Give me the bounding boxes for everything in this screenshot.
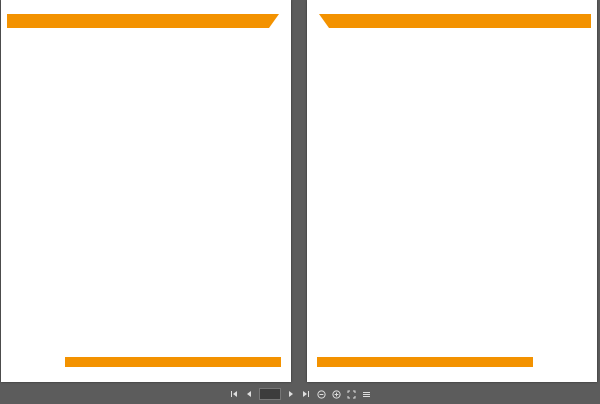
fullscreen-button[interactable] <box>346 388 356 400</box>
menu-icon <box>362 390 371 399</box>
document-page-right <box>307 0 597 382</box>
more-options-button[interactable] <box>361 388 371 400</box>
next-page-icon <box>287 390 295 398</box>
first-page-icon <box>230 390 238 398</box>
viewer-toolbar <box>0 384 600 404</box>
page-number-input[interactable] <box>264 391 274 398</box>
zoom-out-icon <box>317 390 326 399</box>
page-footer <box>315 354 589 374</box>
previous-page-icon <box>245 390 253 398</box>
footer-bar <box>65 357 281 367</box>
zoom-in-button[interactable] <box>331 388 341 400</box>
next-page-button[interactable] <box>286 388 296 400</box>
zoom-out-button[interactable] <box>316 388 326 400</box>
document-page-left <box>1 0 291 382</box>
toc-header <box>7 14 279 28</box>
fullscreen-icon <box>347 390 356 399</box>
last-page-button[interactable] <box>301 388 311 400</box>
first-page-button[interactable] <box>229 388 239 400</box>
toc-header <box>319 14 591 28</box>
last-page-icon <box>302 390 310 398</box>
previous-page-button[interactable] <box>244 388 254 400</box>
page-indicator <box>259 388 281 400</box>
page-footer <box>9 354 283 374</box>
footer-bar <box>317 357 533 367</box>
zoom-in-icon <box>332 390 341 399</box>
